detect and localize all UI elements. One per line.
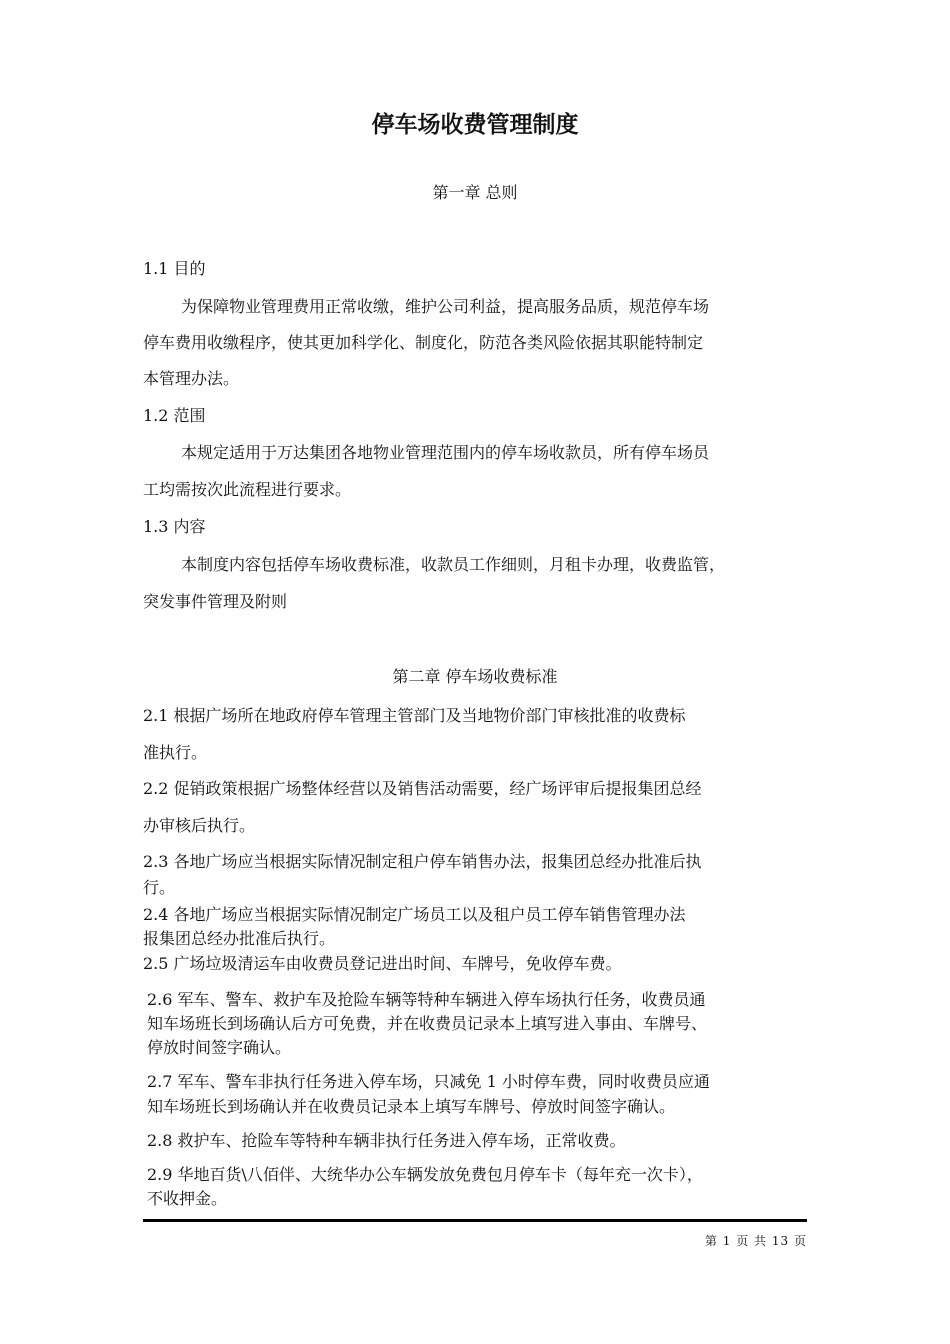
section-1-3-line: 本制度内容包括停车场收费标准，收款员工作细则，月租卡办理，收费监管，	[181, 555, 726, 574]
clause-2-6: 2.6 军车、警车、救护车及抢险车辆等特种车辆进入停车场执行任务，收费员通	[147, 990, 706, 1009]
clause-2-1: 准执行。	[143, 743, 208, 762]
clause-2-3: 2.3 各地广场应当根据实际情况制定租户停车销售办法，报集团总经办批准后执	[143, 852, 702, 871]
chapter-1-heading: 第一章 总则	[432, 183, 518, 202]
section-1-2-line: 本规定适用于万达集团各地物业管理范围内的停车场收款员，所有停车场员	[181, 443, 710, 462]
section-1-2-line: 工均需按次此流程进行要求。	[143, 480, 352, 499]
clause-2-4: 2.4 各地广场应当根据实际情况制定广场员工以及租户员工停车销售管理办法	[143, 905, 686, 924]
clause-2-4: 报集团总经办批准后执行。	[143, 929, 336, 948]
clause-2-2: 办审核后执行。	[143, 816, 256, 835]
document-title: 停车场收费管理制度	[371, 112, 579, 138]
clause-2-6: 知车场班长到场确认后方可免费，并在收费员记录本上填写进入事由、车牌号、	[147, 1014, 708, 1033]
footer-total-pages: 13	[771, 1234, 790, 1248]
section-1-3-heading: 1.3 内容	[143, 517, 206, 536]
clause-2-9: 2.9 华地百货\八佰伴、大统华办公车辆发放免费包月停车卡（每年充一次卡），	[147, 1165, 703, 1184]
chapter-2-heading: 第二章 停车场收费标准	[392, 667, 558, 686]
footer-rule	[143, 1219, 807, 1222]
clause-2-8: 2.8 救护车、抢险车等特种车辆非执行任务进入停车场，正常收费。	[147, 1131, 626, 1150]
section-1-3-line: 突发事件管理及附则	[143, 592, 288, 611]
page-number-footer	[705, 1232, 807, 1250]
clause-2-3: 行。	[143, 878, 176, 897]
clause-2-7: 2.7 军车、警车非执行任务进入停车场，只减免 1 小时停车费，同时收费员应通	[147, 1072, 710, 1091]
section-1-2-heading: 1.2 范围	[143, 406, 206, 425]
section-1-1-line: 本管理办法。	[143, 369, 240, 388]
clause-2-5: 2.5 广场垃圾清运车由收费员登记进出时间、车牌号，免收停车费。	[143, 954, 622, 973]
clause-2-7: 知车场班长到场确认并在收费员记录本上填写车牌号、停放时间签字确认。	[147, 1097, 676, 1116]
section-1-1-heading: 1.1 目的	[143, 259, 206, 278]
clause-2-6: 停放时间签字确认。	[147, 1038, 292, 1057]
section-1-1-line: 为保障物业管理费用正常收缴，维护公司利益，提高服务品质，规范停车场	[181, 297, 710, 316]
footer-middle: 页 共	[736, 1234, 768, 1248]
footer-page-number: 1	[722, 1234, 732, 1248]
clause-2-1: 2.1 根据广场所在地政府停车管理主管部门及当地物价部门审核批准的收费标	[143, 706, 686, 725]
footer-suffix: 页	[793, 1234, 807, 1248]
section-1-1-line: 停车费用收缴程序，使其更加科学化、制度化，防范各类风险依据其职能特制定	[143, 333, 704, 352]
clause-2-2: 2.2 促销政策根据广场整体经营以及销售活动需要，经广场评审后提报集团总经	[143, 779, 702, 798]
footer-prefix: 第	[704, 1234, 718, 1248]
clause-2-9: 不收押金。	[147, 1189, 228, 1208]
